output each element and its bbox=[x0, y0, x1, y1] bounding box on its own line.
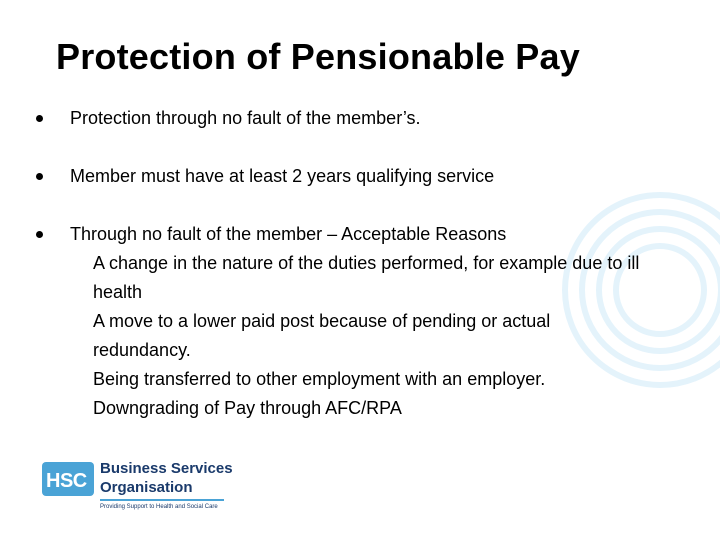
reason-line: redundancy. bbox=[93, 340, 191, 360]
hsc-badge-text: HSC bbox=[46, 470, 87, 492]
bullet-item bbox=[36, 162, 706, 191]
bullet-dot-icon bbox=[36, 115, 43, 122]
organisation-logo bbox=[42, 458, 232, 518]
logo-name-line1: Business Services bbox=[100, 460, 233, 477]
logo-divider bbox=[100, 499, 224, 501]
reason-line: health bbox=[93, 282, 143, 302]
bullet-item bbox=[36, 220, 706, 423]
bullet-item bbox=[36, 104, 706, 133]
bullet-text: Member must have at least 2 years qualifying service bbox=[70, 166, 495, 186]
logo-tagline: Providing Support to Health and Social Care bbox=[100, 504, 218, 510]
logo-name-line2: Organisation bbox=[100, 479, 193, 496]
bullet-list bbox=[36, 104, 706, 423]
reason-line: Downgrading of Pay through AFC/RPA bbox=[93, 398, 402, 418]
slide-title: Protection of Pensionable Pay bbox=[56, 36, 580, 77]
bullet-text: Protection through no fault of the member’s. bbox=[70, 108, 421, 128]
bullet-dot-icon bbox=[36, 173, 43, 180]
reason-line: Being transferred to other employment with an employer. bbox=[93, 369, 546, 389]
reason-line: A move to a lower paid post because of pending or actual bbox=[93, 311, 551, 331]
bullet-dot-icon bbox=[36, 231, 43, 238]
reason-line: A change in the nature of the duties performed, for example due to ill bbox=[93, 253, 640, 273]
hsc-badge-icon bbox=[42, 462, 94, 496]
bullet-text: Through no fault of the member – Acceptable Reasons bbox=[70, 224, 507, 244]
